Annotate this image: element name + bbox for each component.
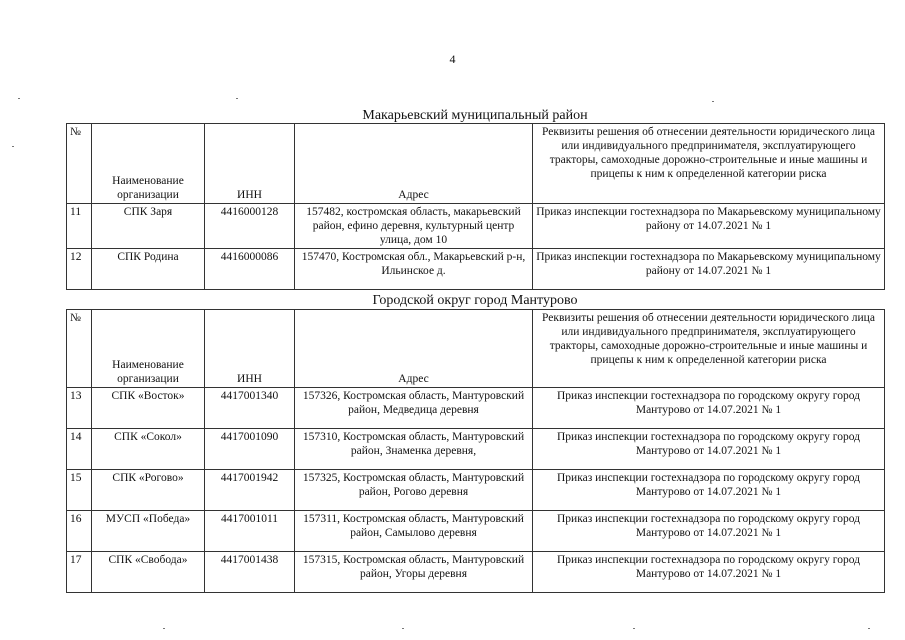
- row-address: 157310, Костромская область, Мантуровский район, Знаменка деревня,: [295, 429, 533, 470]
- row-name: СПК Родина: [92, 249, 205, 290]
- header-name: Наименование организации: [92, 124, 205, 204]
- section-title-manturovo: Городской округ город Мантурово: [372, 293, 578, 308]
- header-num: №: [67, 310, 92, 388]
- row-name: СПК Заря: [92, 204, 205, 249]
- scan-speck: [868, 628, 870, 629]
- row-num: 11: [67, 204, 92, 249]
- row-inn: 4417001090: [205, 429, 295, 470]
- row-inn: 4416000128: [205, 204, 295, 249]
- row-address: 157326, Костромская область, Мантуровский район, Медведица деревня: [295, 388, 533, 429]
- table-row: [67, 511, 885, 552]
- row-address: 157325, Костромская область, Мантуровский район, Рогово деревня: [295, 470, 533, 511]
- row-name: СПК «Рогово»: [92, 470, 205, 511]
- row-inn: 4417001438: [205, 552, 295, 593]
- row-requisites: Приказ инспекции гостехнадзора по городскому округу город Мантурово от 14.07.2021 № 1: [533, 429, 885, 470]
- row-num: 17: [67, 552, 92, 593]
- table-row: [67, 470, 885, 511]
- row-inn: 4417001942: [205, 470, 295, 511]
- scan-speck: [18, 98, 20, 99]
- row-requisites: Приказ инспекции гостехнадзора по городскому округу город Мантурово от 14.07.2021 № 1: [533, 388, 885, 429]
- row-inn: 4417001340: [205, 388, 295, 429]
- row-requisites: Приказ инспекции гостехнадзора по городскому округу город Мантурово от 14.07.2021 № 1: [533, 552, 885, 593]
- table-row: [67, 204, 885, 249]
- row-address: 157470, Костромская обл., Макарьевский р-н, Ильинское д.: [295, 249, 533, 290]
- row-address: 157311, Костромская область, Мантуровский район, Самылово деревня: [295, 511, 533, 552]
- row-inn: 4416000086: [205, 249, 295, 290]
- scan-speck: [712, 101, 714, 102]
- header-num: №: [67, 124, 92, 204]
- table-row: [67, 249, 885, 290]
- header-requisites: Реквизиты решения об отнесении деятельности юридического лица или индивидуального предпринимателя, эксплуатирующего тракторы, самоходные дорожно-строительные и иные машины и прицепы к ним к определенной категории риска: [533, 124, 885, 204]
- table-header-row: [67, 124, 885, 204]
- row-requisites: Приказ инспекции гостехнадзора по городскому округу город Мантурово от 14.07.2021 № 1: [533, 511, 885, 552]
- scan-speck: [402, 628, 404, 629]
- page-number: 4: [449, 52, 456, 66]
- row-name: МУСП «Победа»: [92, 511, 205, 552]
- row-requisites: Приказ инспекции гостехнадзора по Макарьевскому муниципальному району от 14.07.2021 № 1: [533, 204, 885, 249]
- header-address: Адрес: [295, 124, 533, 204]
- table-row: [67, 552, 885, 593]
- row-num: 16: [67, 511, 92, 552]
- row-address: 157482, костромская область, макарьевский район, ефино деревня, культурный центр улица, дом 10: [295, 204, 533, 249]
- scan-speck: [163, 628, 165, 629]
- registry-table-manturovo: [66, 309, 885, 593]
- scan-speck: [12, 146, 14, 147]
- scan-speck: [236, 98, 238, 99]
- row-name: СПК «Свобода»: [92, 552, 205, 593]
- row-requisites: Приказ инспекции гостехнадзора по Макарьевскому муниципальному району от 14.07.2021 № 1: [533, 249, 885, 290]
- row-name: СПК «Восток»: [92, 388, 205, 429]
- header-inn: ИНН: [205, 310, 295, 388]
- row-name: СПК «Сокол»: [92, 429, 205, 470]
- header-inn: ИНН: [205, 124, 295, 204]
- section-title-makaryevsky: Макарьевский муниципальный район: [362, 108, 588, 123]
- header-requisites: Реквизиты решения об отнесении деятельности юридического лица или индивидуального предпринимателя, эксплуатирующего тракторы, самоходные дорожно-строительные и иные машины и прицепы к ним к определенной категории риска: [533, 310, 885, 388]
- row-num: 12: [67, 249, 92, 290]
- row-address: 157315, Костромская область, Мантуровский район, Угоры деревня: [295, 552, 533, 593]
- scan-speck: [633, 628, 635, 629]
- table-row: [67, 429, 885, 470]
- row-num: 15: [67, 470, 92, 511]
- row-num: 13: [67, 388, 92, 429]
- header-name: Наименование организации: [92, 310, 205, 388]
- registry-table-makaryevsky: [66, 123, 885, 290]
- table-header-row: [67, 310, 885, 388]
- header-address: Адрес: [295, 310, 533, 388]
- table-row: [67, 388, 885, 429]
- row-inn: 4417001011: [205, 511, 295, 552]
- row-requisites: Приказ инспекции гостехнадзора по городскому округу город Мантурово от 14.07.2021 № 1: [533, 470, 885, 511]
- row-num: 14: [67, 429, 92, 470]
